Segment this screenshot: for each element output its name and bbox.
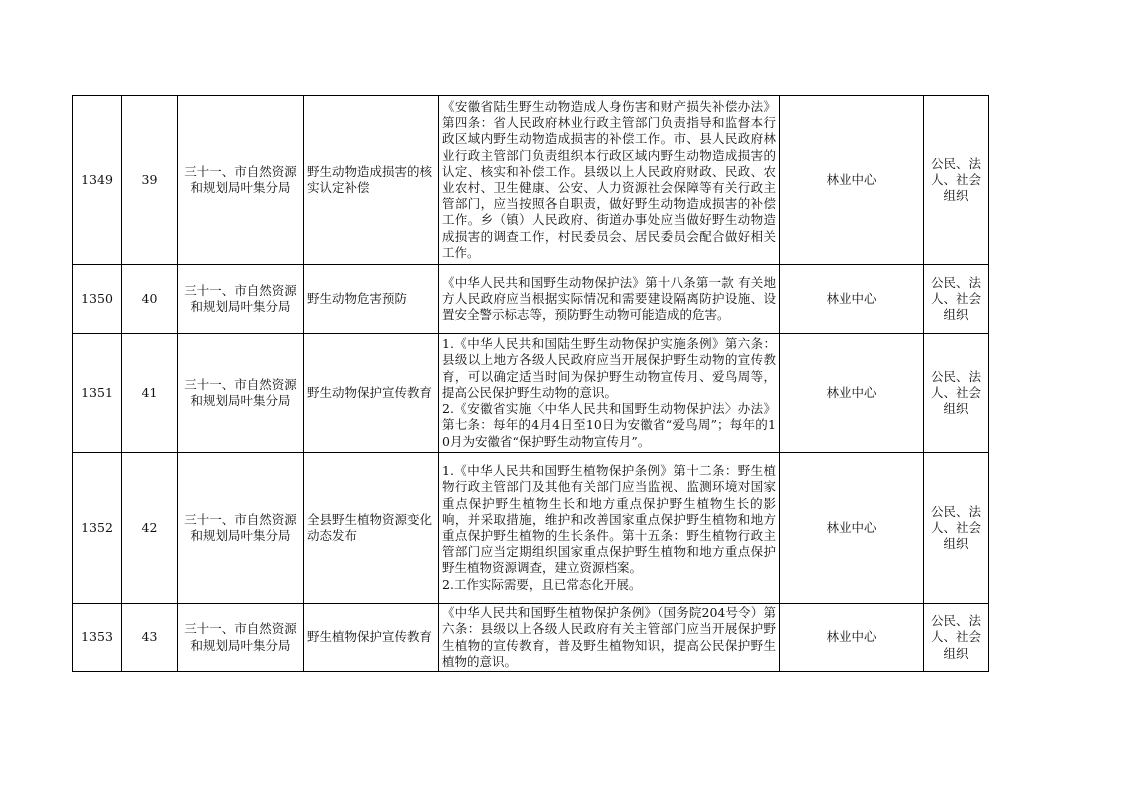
legal-basis-text: 1.《中华人民共和国陆生野生动物保护实施条例》第六条：县级以上地方各级人民政府应当开展保护野生动物的宣传教育，可以确定适当时间为保护野生动物宣传月、爱鸟周等，提高公民保护野生动物的意识。 [442,336,776,400]
item-number-cell: 41 [122,334,178,453]
service-target-cell: 公民、法人、社会组织 [924,604,989,672]
legal-basis-cell [439,604,780,672]
legal-basis-text: 2.《安徽省实施〈中华人民共和国野生动物保护法〉办法》第七条：每年的4月4日至10日为安徽省“爱鸟周”；每年的10月为安徽省“保护野生动物宣传月”。 [442,401,776,449]
table-body [73,96,989,672]
department-cell: 三十一、市自然资源和规划局叶集分局 [178,453,304,604]
table-row [73,334,989,453]
service-target-cell: 公民、法人、社会组织 [924,334,989,453]
table-row [73,604,989,672]
department-cell: 三十一、市自然资源和规划局叶集分局 [178,604,304,672]
item-number-cell: 40 [122,265,178,334]
item-number-cell: 43 [122,604,178,672]
serial-number-cell: 1350 [73,265,122,334]
service-target-cell: 公民、法人、社会组织 [924,265,989,334]
item-number-cell: 42 [122,453,178,604]
legal-basis-text: 《中华人民共和国野生动物保护法》第十八条第一款 有关地方人民政府应当根据实际情况和需要建设隔离防护设施、设置安全警示标志等，预防野生动物可能造成的危害。 [442,274,776,323]
service-item-cell: 野生植物保护宣传教育 [304,604,439,672]
legal-basis-text: 2.工作实际需要，且已常态化开展。 [442,576,642,592]
service-item-cell: 野生动物造成损害的核实认定补偿 [304,96,439,265]
service-item-cell: 野生动物保护宣传教育 [304,334,439,453]
responsible-unit-cell: 林业中心 [780,604,924,672]
legal-basis-text: 《安徽省陆生野生动物造成人身伤害和财产损失补偿办法》第四条：省人民政府林业行政主管部门负责指导和监督本行政区域内野生动物造成损害的补偿工作。市、县人民政府林业行政主管部门负责组织本行政区域内野生动物造成损害的认定、核实和补偿工作。县级以上人民政府财政、民政、农业农村、卫生健康、公安、人力资源社会保障等有关行政主管部门，应当按照各自职责，做好野生动物造成损害的补偿工作。乡（镇）人民政府、街道办事处应当做好野生动物造成损害的调查工作，村民委员会、居民委员会配合做好相关工作。 [442,98,776,260]
service-item-cell: 野生动物危害预防 [304,265,439,334]
legal-basis-cell [439,334,780,453]
legal-basis-text: 1.《中华人民共和国野生植物保护条例》第十二条：野生植物行政主管部门及其他有关部门应当监视、监测环境对国家重点保护野生植物生长和地方重点保护野生植物生长的影响，并采取措施，维护和改善国家重点保护野生植物和地方重点保护野生植物的生长条件。第十五条：野生植物行政主管部门应当定期组织国家重点保护野生植物和地方重点保护野生植物资源调查，建立资源档案。 [442,463,776,576]
service-item-cell: 全县野生植物资源变化动态发布 [304,453,439,604]
department-cell: 三十一、市自然资源和规划局叶集分局 [178,265,304,334]
responsible-unit-cell: 林业中心 [780,265,924,334]
serial-number-cell: 1351 [73,334,122,453]
serial-number-cell: 1349 [73,96,122,265]
legal-basis-cell [439,453,780,604]
responsible-unit-cell: 林业中心 [780,96,924,265]
department-cell: 三十一、市自然资源和规划局叶集分局 [178,334,304,453]
public-service-table [72,95,989,672]
item-number-cell: 39 [122,96,178,265]
legal-basis-text: 《中华人民共和国野生植物保护条例》（国务院204号令）第六条：县级以上各级人民政府有关主管部门应当开展保护野生植物的宣传教育，普及野生植物知识，提高公民保护野生植物的意识。 [442,605,776,669]
legal-basis-cell [439,265,780,334]
table-row [73,265,989,334]
service-target-cell: 公民、法人、社会组织 [924,453,989,604]
serial-number-cell: 1353 [73,604,122,672]
serial-number-cell: 1352 [73,453,122,604]
department-cell: 三十一、市自然资源和规划局叶集分局 [178,96,304,265]
service-target-cell: 公民、法人、社会组织 [924,96,989,265]
legal-basis-cell [439,96,780,265]
responsible-unit-cell: 林业中心 [780,334,924,453]
table-row [73,96,989,265]
responsible-unit-cell: 林业中心 [780,453,924,604]
table-row [73,453,989,604]
